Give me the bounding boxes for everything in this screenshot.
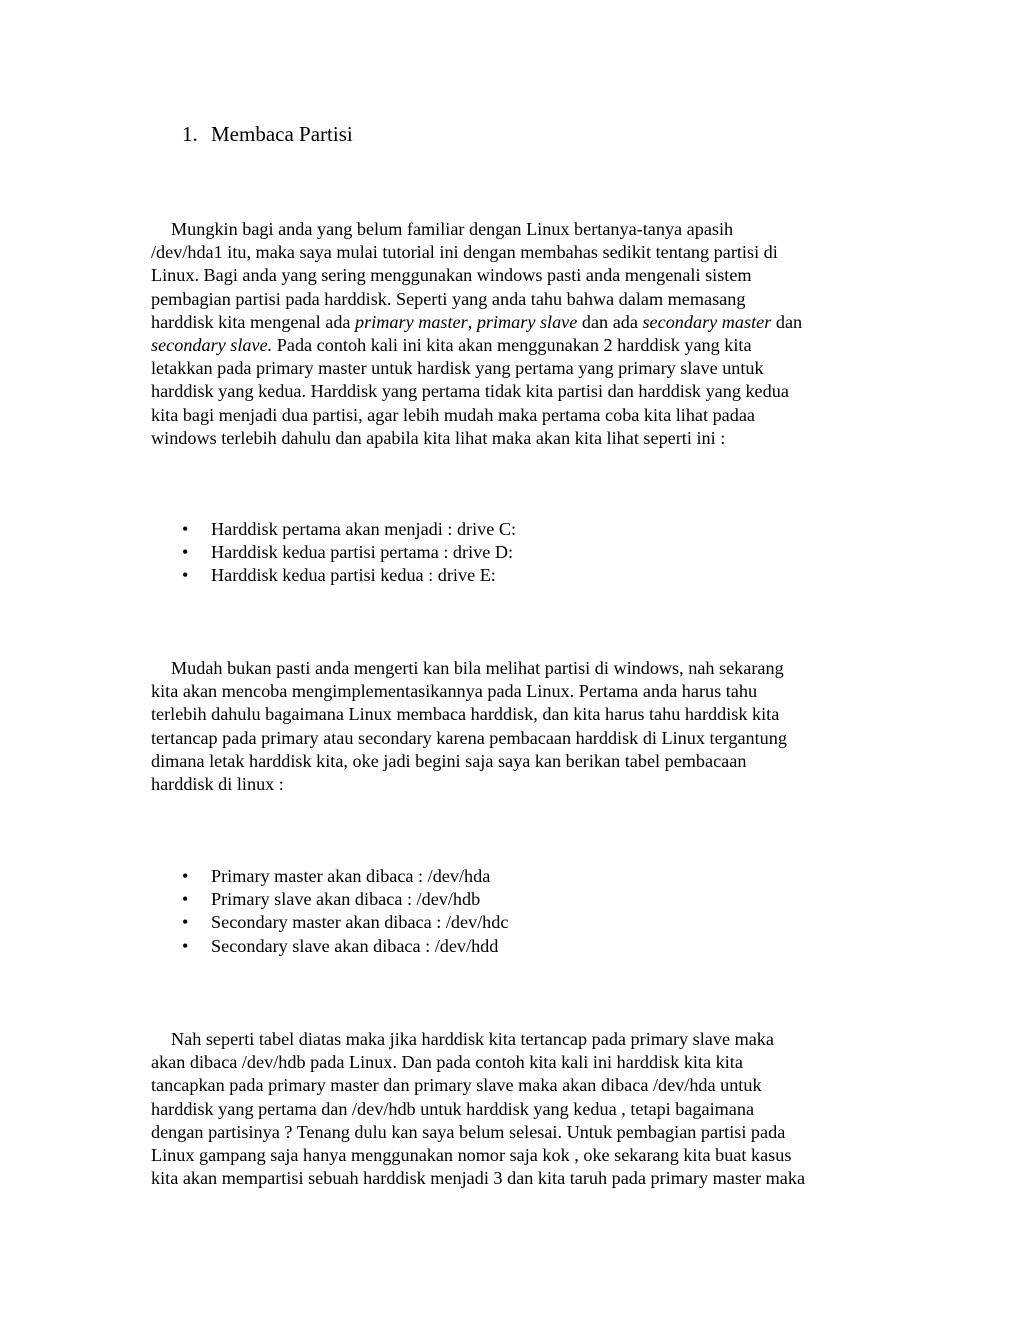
paragraph-line: letakkan pada primary master untuk hardisk yang pertama yang primary slave untuk bbox=[151, 358, 764, 379]
term-primary-slave: primary slave bbox=[476, 311, 578, 332]
section-title: Membaca Partisi bbox=[211, 122, 353, 146]
paragraph-line: Linux. Bagi anda yang sering menggunakan windows pasti anda mengenali sistem bbox=[151, 265, 752, 286]
term-secondary-master: secondary master bbox=[642, 311, 772, 332]
paragraph-line: harddisk yang pertama dan /dev/hdb untuk harddisk yang kedua , tetapi bagaimana bbox=[151, 1098, 755, 1119]
section-number: 1. bbox=[182, 122, 198, 146]
paragraph-line: harddisk di linux : bbox=[151, 774, 284, 795]
bullet-icon: • bbox=[182, 889, 189, 910]
bullet-icon: • bbox=[182, 565, 189, 586]
paragraph-line: harddisk yang kedua. Harddisk yang pertama tidak kita partisi dan harddisk yang kedua bbox=[151, 381, 789, 402]
list-item: • Secondary slave akan dibaca : /dev/hdd bbox=[182, 935, 508, 958]
bullet-icon: • bbox=[182, 866, 189, 886]
paragraph-line: tertancap pada primary atau secondary karena pembacaan harddisk di Linux tergantung bbox=[151, 727, 787, 748]
device-list bbox=[182, 865, 508, 958]
paragraph-line: harddisk kita mengenal ada primary master, primary slave dan ada secondary master dan bbox=[151, 311, 803, 332]
term-secondary-slave: secondary slave. bbox=[151, 335, 273, 356]
paragraph-line: windows terlebih dahulu dan apabila kita lihat maka akan kita lihat seperti ini : bbox=[151, 427, 726, 448]
section-heading bbox=[182, 121, 353, 147]
paragraph-line: Mungkin bagi anda yang belum familiar dengan Linux bertanya-tanya apasih bbox=[171, 219, 734, 239]
paragraph-intro bbox=[151, 218, 881, 450]
list-item: • Harddisk kedua partisi pertama : drive D: bbox=[182, 541, 516, 564]
paragraph-line: dengan partisinya ? Tenang dulu kan saya belum selesai. Untuk pembagian partisi pada bbox=[151, 1121, 786, 1142]
paragraph-line: terlebih dahulu bagaimana Linux membaca harddisk, dan kita harus tahu harddisk kita bbox=[151, 704, 780, 725]
bullet-icon: • bbox=[182, 935, 189, 956]
paragraph-line: Nah seperti tabel diatas maka jika harddisk kita tertancap pada primary slave maka bbox=[171, 1029, 774, 1049]
paragraph-linux-reading bbox=[151, 657, 881, 796]
bullet-icon: • bbox=[182, 542, 189, 563]
paragraph-line: Mudah bukan pasti anda mengerti kan bila melihat partisi di windows, nah sekarang bbox=[171, 658, 784, 678]
list-item: • Primary slave akan dibaca : /dev/hdb bbox=[182, 888, 508, 911]
list-item: • Harddisk kedua partisi kedua : drive E: bbox=[182, 564, 516, 587]
paragraph-line: dimana letak harddisk kita, oke jadi begini saja saya kan berikan tabel pembacaan bbox=[151, 750, 747, 771]
paragraph-line: /dev/hda1 itu, maka saya mulai tutorial ini dengan membahas sedikit tentang partisi di bbox=[151, 242, 778, 263]
paragraph-partition-case bbox=[151, 1028, 881, 1190]
paragraph-line: pembagian partisi pada harddisk. Seperti yang anda tahu bahwa dalam memasang bbox=[151, 288, 746, 309]
list-item: • Secondary master akan dibaca : /dev/hdc bbox=[182, 911, 508, 934]
paragraph-line: kita akan mempartisi sebuah harddisk menjadi 3 dan kita taruh pada primary master maka bbox=[151, 1168, 806, 1189]
bullet-icon: • bbox=[182, 912, 189, 933]
paragraph-line: kita bagi menjadi dua partisi, agar lebih mudah maka pertama coba kita lihat padaa bbox=[151, 404, 755, 425]
paragraph-line: secondary slave. Pada contoh kali ini kita akan menggunakan 2 harddisk yang kita bbox=[151, 335, 752, 356]
list-item: • Harddisk pertama akan menjadi : drive C: bbox=[182, 518, 516, 541]
paragraph-line: tancapkan pada primary master dan primary slave maka akan dibaca /dev/hda untuk bbox=[151, 1075, 762, 1096]
drive-list bbox=[182, 518, 516, 588]
paragraph-line: kita akan mencoba mengimplementasikannya pada Linux. Pertama anda harus tahu bbox=[151, 681, 758, 702]
paragraph-line: akan dibaca /dev/hdb pada Linux. Dan pada contoh kita kali ini harddisk kita kita bbox=[151, 1052, 743, 1073]
paragraph-line: Linux gampang saja hanya menggunakan nomor saja kok , oke sekarang kita buat kasus bbox=[151, 1145, 792, 1166]
term-primary-master: primary master bbox=[355, 311, 468, 332]
list-item: • Primary master akan dibaca : /dev/hda bbox=[182, 865, 508, 888]
bullet-icon: • bbox=[182, 519, 189, 539]
